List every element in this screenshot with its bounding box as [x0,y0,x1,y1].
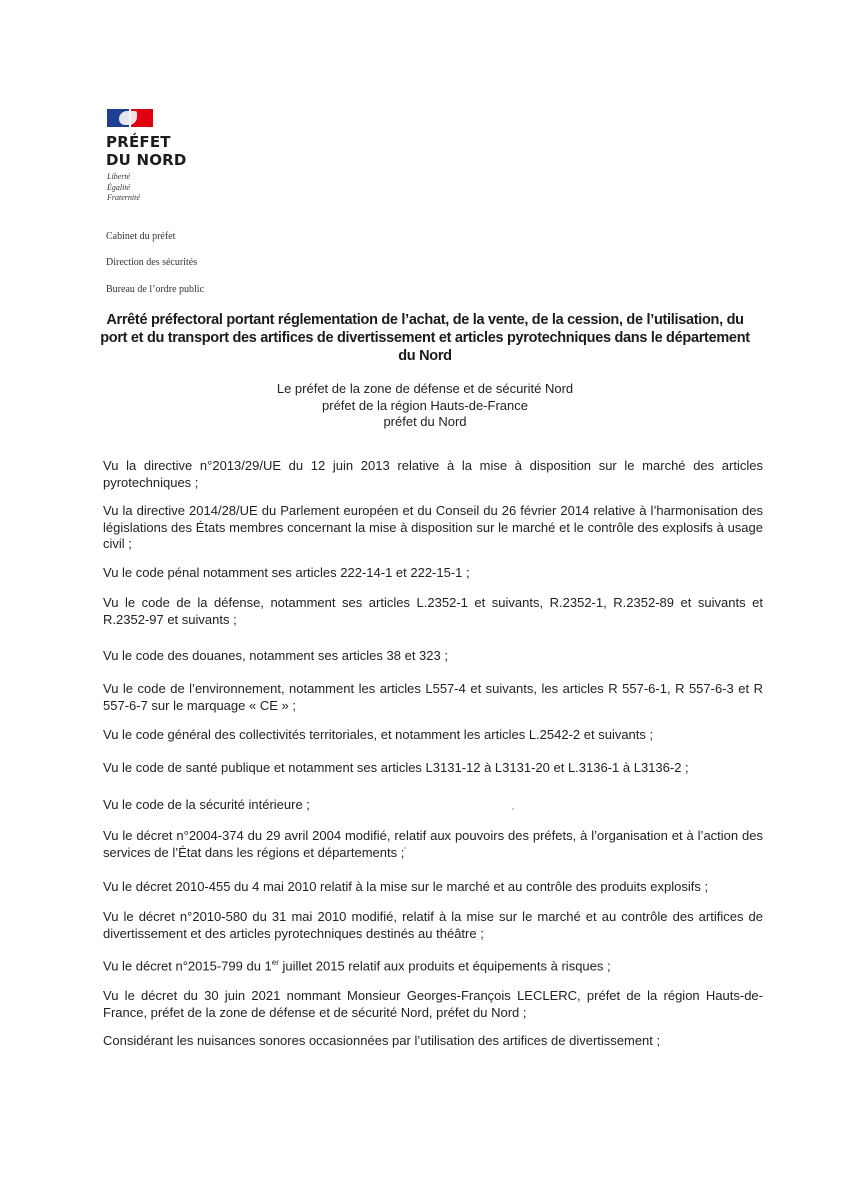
authority-line-3: préfet du Nord [383,414,467,429]
authority-line-1: Le préfet de la zone de défense et de sécurité Nord [276,381,574,396]
prefecture-name-line1: PRÉFET [106,133,171,151]
issuing-authority [250,381,600,431]
visa-paragraph-1: Vu la directive n°2013/29/UE du 12 juin 2013 relative à la mise à disposition sur le marché des articles pyrotechniques ; [103,458,763,490]
authority-line-2: préfet de la région Hauts-de-France [322,397,528,413]
visa-paragraph-6: Vu le code de l’environnement, notamment les articles L557-4 et suivants, les articles R 557-6-1, R 557-6-3 et R 557-6-7 sur le marquage « CE » ; [103,681,763,713]
service-direction: Direction des sécurités [106,257,198,268]
service-bureau: Bureau de l’ordre public [106,284,205,295]
visa-paragraph-11: Vu le décret 2010-455 du 4 mai 2010 relatif à la mise sur le marché et au contrôle des produits explosifs ; [103,879,709,894]
visa-paragraph-10: Vu le décret n°2004-374 du 29 avril 2004 modifié, relatif aux pouvoirs des préfets, à l’organisation et à l’action des services de l’État dans les régions et départements ; [103,828,763,860]
service-cabinet: Cabinet du préfet [106,231,176,242]
visa-paragraph-7: Vu le code général des collectivités territoriales, et notamment les articles L.2542-2 et suivants ; [103,727,654,742]
republique-francaise-logo [107,109,153,129]
scan-speck [512,808,514,810]
scan-speck [404,847,406,849]
motto-fraternite: Fraternité [107,193,140,202]
visa-paragraph-12: Vu le décret n°2010-580 du 31 mai 2010 modifié, relatif à la mise sur le marché et au contrôle des artifices de divertissement et des articles pyrotechniques destinés au théâtre ; [103,909,763,941]
visa-paragraph-8: Vu le code de santé publique et notamment ses articles L3131-12 à L3131-20 et L.3136-1 à L3136-2 ; [103,760,689,775]
visa-paragraph-9: Vu le code de la sécurité intérieure ; [103,797,310,812]
visa-paragraph-15: Considérant les nuisances sonores occasionnées par l’utilisation des artifices de divertissement ; [103,1033,661,1048]
visa-paragraph-14: Vu le décret du 30 juin 2021 nommant Monsieur Georges-François LECLERC, préfet de la région Hauts-de-France, préfet de la zone de défense et de sécurité Nord, préfet du Nord ; [103,988,763,1020]
motto-liberte: Liberté [107,172,131,181]
decree-title: Arrêté préfectoral portant réglementation de l’achat, de la vente, de la cession, de l’utilisation, du port et du transport des artifices de divertissement et articles pyrotechniques dans le département du Nord [100,312,750,364]
visa-paragraph-4: Vu le code de la défense, notamment ses articles L.2352-1 et suivants, R.2352-1, R.2352-89 et suivants et R.2352-97 et suivants ; [103,595,763,627]
visa-paragraph-2: Vu la directive 2014/28/UE du Parlement européen et du Conseil du 26 février 2014 relative à l’harmonisation des législations des États membres concernant la mise à disposition sur le marché et le contrôle des explosifs à usage civil ; [103,503,763,551]
visa-paragraph-3: Vu le code pénal notamment ses articles 222-14-1 et 222-15-1 ; [103,565,470,580]
motto-egalite: Égalité [107,182,131,192]
visa-paragraph-5: Vu le code des douanes, notamment ses articles 38 et 323 ; [103,648,448,663]
prefecture-name-line2: DU NORD [106,151,187,169]
republic-motto [107,172,140,204]
visa-paragraph-13 [103,955,763,975]
prefecture-name [106,133,187,169]
marianne-profile-icon [119,111,137,125]
visa-13-superscript: er [271,958,279,967]
visa-13-part-a: Vu le décret n°2015-799 du 1 [103,958,272,974]
visa-13-part-b: juillet 2015 relatif aux produits et équipements à risques ; [278,958,611,974]
